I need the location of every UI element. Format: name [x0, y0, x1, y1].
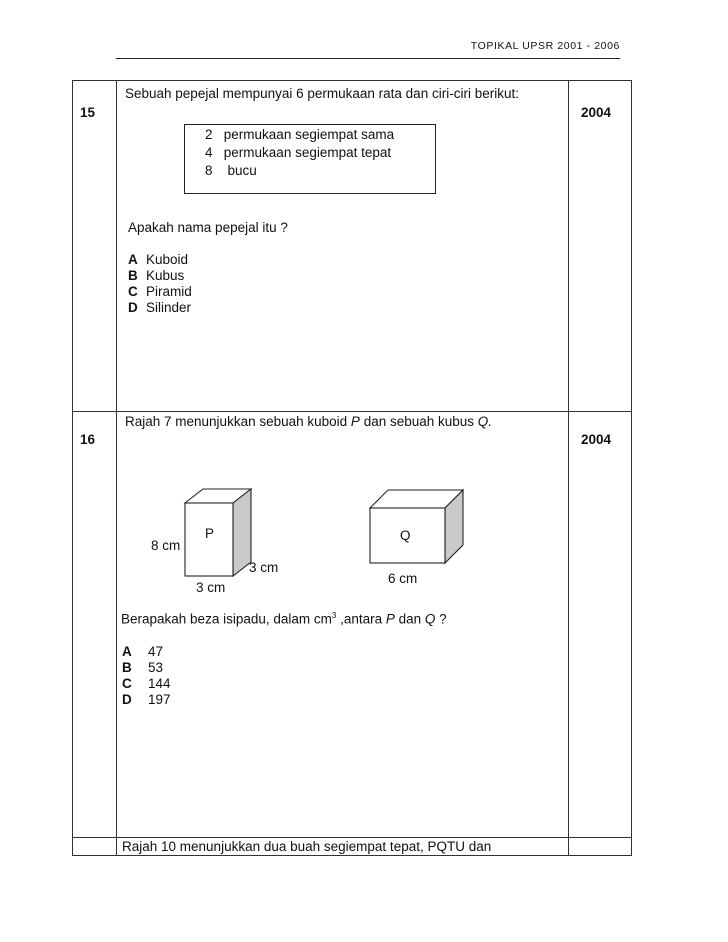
cuboid-height-label: 8 cm [151, 538, 181, 553]
option-text: 53 [148, 660, 164, 675]
property-count-1: 2 [205, 127, 213, 142]
question-number-16: 16 [80, 432, 96, 447]
question-year-16: 2004 [581, 432, 612, 447]
option-text: 197 [148, 692, 171, 707]
option-16-a[interactable] [122, 644, 163, 659]
cuboid-width-label: 3 cm [196, 580, 226, 595]
option-text: Piramid [146, 284, 192, 299]
option-16-b[interactable] [122, 660, 163, 675]
question-15-stem: Sebuah pepejal mempunyai 6 permukaan rata dan ciri-ciri berikut: [125, 86, 519, 101]
option-16-c[interactable] [122, 676, 171, 691]
stem-label-p: P [350, 414, 360, 429]
prompt-text-2: ,antara [336, 611, 386, 627]
option-letter: A [128, 252, 138, 267]
option-text: 47 [148, 644, 164, 659]
property-count-3: 8 [205, 163, 213, 178]
property-text-2: permukaan segiempat tepat [223, 145, 392, 160]
question-year-15: 2004 [581, 105, 612, 120]
stem-text-2: dan sebuah kubus [359, 414, 478, 429]
question-number-15: 15 [80, 105, 96, 120]
prompt-text-3: dan [394, 611, 425, 627]
option-letter: A [122, 644, 132, 659]
cuboid-p-shape [185, 489, 251, 576]
option-letter: B [128, 268, 138, 283]
option-16-d[interactable] [122, 692, 171, 707]
prompt-text-1: Berapakah beza isipadu, dalam cm [121, 611, 332, 627]
stem-label-q: Q. [477, 414, 493, 429]
option-letter: C [122, 676, 132, 691]
prompt-text-4: ? [435, 611, 447, 627]
prompt-label-p: P [385, 611, 395, 627]
cuboid-label: P [205, 526, 215, 541]
option-text: 144 [148, 676, 171, 691]
next-question-stem: Rajah 10 menunjukkan dua buah segiempat tepat, PQTU dan [122, 839, 492, 854]
cube-label: Q [400, 528, 411, 543]
option-text: Kuboid [146, 252, 189, 267]
option-text: Silinder [146, 300, 192, 315]
question-15-prompt: Apakah nama pepejal itu ? [128, 220, 288, 235]
option-letter: D [122, 692, 132, 707]
cuboid-depth-label: 3 cm [249, 560, 279, 575]
property-text-1: permukaan segiempat sama [223, 127, 395, 142]
option-letter: B [122, 660, 132, 675]
stem-text-1: Rajah 7 menunjukkan sebuah kuboid [125, 414, 351, 429]
option-letter: D [128, 300, 138, 315]
prompt-label-q: Q [424, 611, 436, 627]
question-16-prompt [121, 611, 447, 627]
page-header-title: TOPIKAL UPSR 2001 - 2006 [470, 40, 620, 52]
option-letter: C [128, 284, 138, 299]
property-text-3: bucu [227, 163, 257, 178]
cube-side-label: 6 cm [388, 571, 418, 586]
cube-q-shape [370, 490, 463, 563]
option-text: Kubus [146, 268, 185, 283]
property-count-2: 4 [205, 145, 213, 160]
prompt-superscript: 3 [331, 611, 337, 620]
